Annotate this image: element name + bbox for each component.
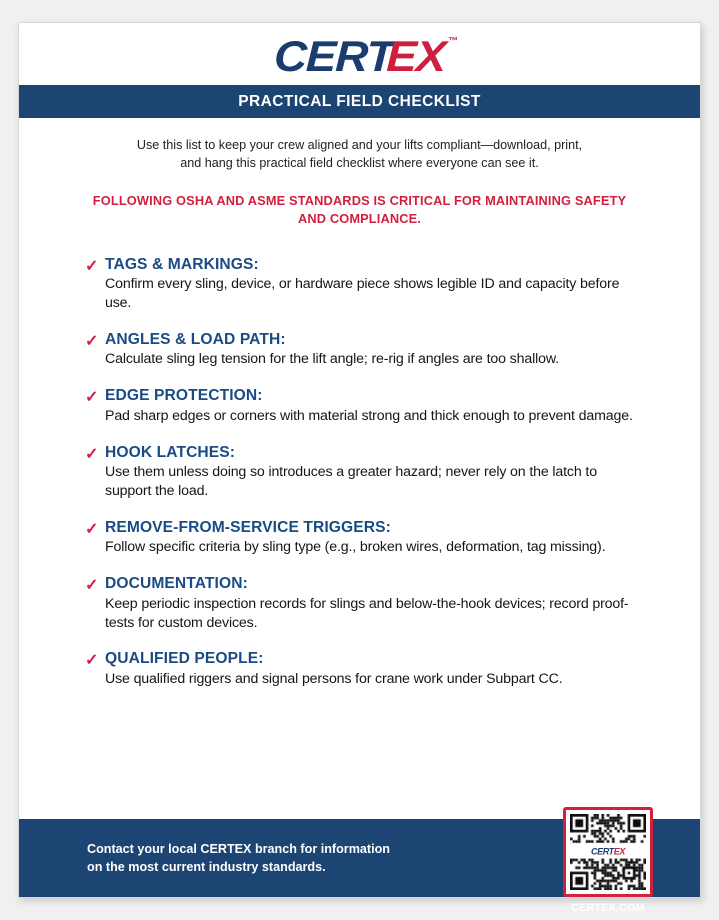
- compliance-warning: FOLLOWING OSHA AND ASME STANDARDS IS CRITICAL FOR MAINTAINING SAFETY AND COMPLIANCE.: [92, 192, 627, 226]
- checklist-item-heading: ANGLES & LOAD PATH:: [105, 331, 286, 349]
- checklist-item: [85, 575, 638, 632]
- qr-url-label[interactable]: CERTEX.COM: [571, 902, 645, 914]
- checklist-item-text: Follow specific criteria by sling type (e.g., broken wires, deformation, tag missing).: [105, 539, 606, 556]
- intro-line-2: and hang this practical field checklist where everyone can see it.: [180, 156, 539, 171]
- checklist-item-heading: TAGS & MARKINGS:: [105, 255, 259, 273]
- checkmark-icon: ✓: [85, 652, 99, 670]
- trademark-icon: ™: [447, 35, 457, 47]
- page-title-bar: [19, 85, 700, 118]
- checkmark-icon: ✓: [85, 389, 99, 407]
- checklist-item: [85, 387, 638, 425]
- checklist-item-heading: REMOVE-FROM-SERVICE TRIGGERS:: [105, 518, 391, 536]
- checklist-item-text: Pad sharp edges or corners with material strong and thick enough to prevent damage.: [105, 407, 633, 424]
- checklist-item: [85, 331, 638, 369]
- checklist-item-heading: HOOK LATCHES:: [105, 443, 236, 461]
- checklist-page: [18, 22, 701, 914]
- footer-contact-text: [19, 840, 390, 877]
- intro-line-1: Use this list to keep your crew aligned and your lifts compliant—download, print,: [136, 138, 583, 152]
- checklist-item-body: [105, 331, 638, 369]
- checklist-item: [85, 256, 638, 313]
- checklist-item-heading: DOCUMENTATION:: [105, 575, 248, 593]
- checklist-item-body: [105, 575, 638, 632]
- brand-logo-area: [19, 23, 700, 85]
- checklist-item-body: [105, 444, 638, 501]
- qr-embedded-logo: [589, 847, 627, 858]
- checklist-item-text: Use qualified riggers and signal persons for crane work under Subpart CC.: [105, 670, 563, 687]
- logo-text-ex: EX: [385, 32, 447, 81]
- checklist-item-body: [105, 387, 638, 425]
- checklist-item-heading: EDGE PROTECTION:: [105, 387, 263, 405]
- certex-logo: [272, 32, 457, 81]
- checklist-item-heading: QUALIFIED PEOPLE:: [105, 650, 264, 668]
- checklist-item-text: Keep periodic inspection records for slings and below-the-hook devices; record proof-tests for custom devices.: [105, 595, 629, 631]
- footer-line-1: Contact your local CERTEX branch for information: [87, 841, 390, 856]
- checklist-item-text: Calculate sling leg tension for the lift angle; re-rig if angles are too shallow.: [105, 351, 559, 368]
- checkmark-icon: ✓: [85, 333, 99, 351]
- intro-text: [19, 136, 700, 173]
- logo-text-cert: CERT: [272, 32, 394, 81]
- qr-logo-ex: EX: [613, 846, 625, 857]
- checklist-item-body: [105, 650, 638, 688]
- checklist-item: [85, 650, 638, 688]
- checklist: [19, 256, 700, 689]
- checkmark-icon: ✓: [85, 520, 99, 538]
- footer-line-2: on the most current industry standards.: [87, 860, 326, 874]
- checkmark-icon: ✓: [85, 257, 99, 275]
- checklist-item-text: Confirm every sling, device, or hardware piece shows legible ID and capacity before use.: [105, 276, 620, 312]
- checklist-item-body: [105, 519, 638, 557]
- checklist-item-text: Use them unless doing so introduces a greater hazard; never rely on the latch to support the load.: [105, 464, 597, 499]
- qr-code-block[interactable]: [559, 807, 657, 914]
- checklist-item-body: [105, 256, 638, 313]
- checkmark-icon: ✓: [85, 577, 99, 595]
- checkmark-icon: ✓: [85, 445, 99, 463]
- checklist-item: [85, 444, 638, 501]
- checklist-item: [85, 519, 638, 557]
- qr-code-frame[interactable]: [563, 807, 653, 897]
- qr-logo-cert: CERT: [591, 846, 614, 857]
- page-title: PRACTICAL FIELD CHECKLIST: [238, 92, 481, 110]
